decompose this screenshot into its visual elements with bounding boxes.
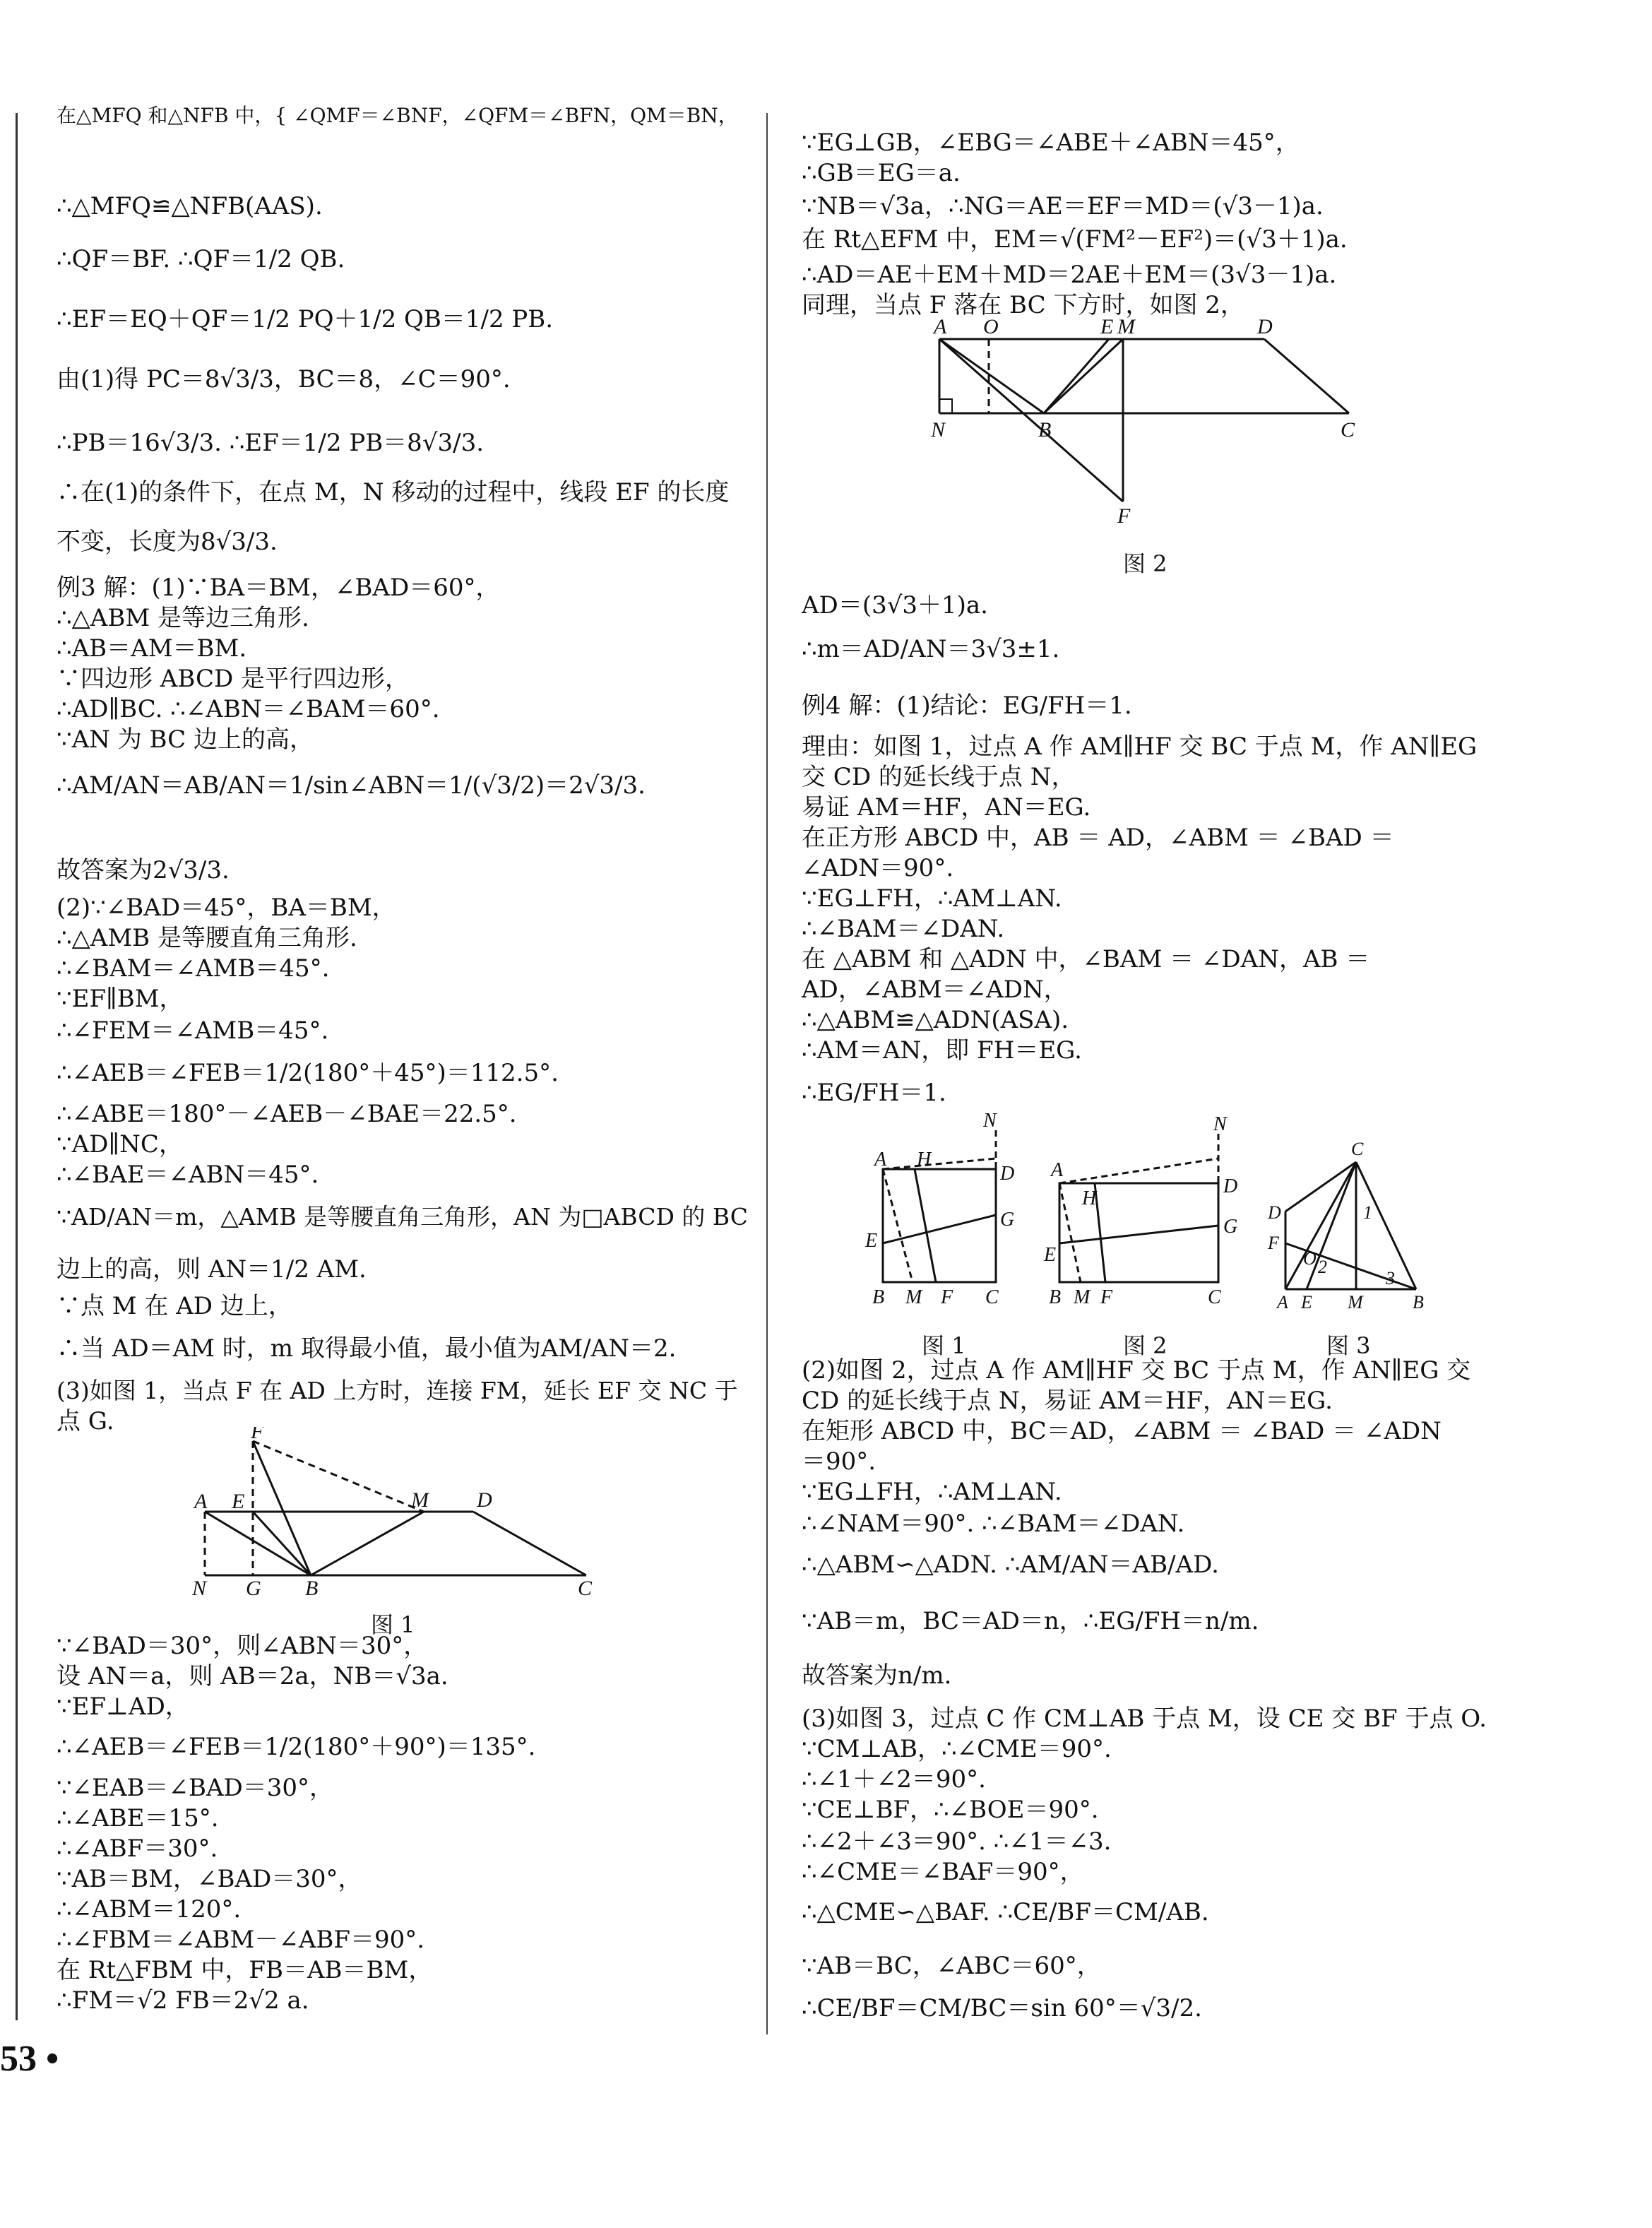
text-line: ∴∠BAE＝∠ABN＝45°.: [57, 1161, 319, 1189]
text-line: ∴AM/AN＝AB/AN＝1/sin∠ABN＝1/(√3/2)＝2√3/3.: [57, 771, 646, 800]
text-line: ∵AN 为 BC 边上的高，: [57, 725, 314, 754]
text-line: ∴∠NAM＝90°. ∴∠BAM＝∠DAN.: [802, 1510, 1185, 1538]
text-line: ∴在(1)的条件下，在点 M，N 移动的过程中，线段 EF 的长度: [57, 478, 730, 506]
svg-text:E: E: [865, 1230, 878, 1252]
svg-text:A: A: [1051, 1159, 1064, 1181]
text-line: ∴△ABM∽△ADN. ∴AM/AN＝AB/AD.: [802, 1551, 1219, 1579]
figure-ex4-3-svg: [1257, 1137, 1441, 1314]
text-line: CD 的延长线于点 N，易证 AM＝HF，AN＝EG.: [802, 1387, 1333, 1415]
text-line: ∴m＝AD/AN＝3√3±1.: [802, 635, 1060, 663]
svg-text:D: D: [477, 1488, 492, 1512]
svg-text:C: C: [985, 1286, 999, 1308]
svg-text:G: G: [1223, 1216, 1238, 1238]
text-line: ∴∠ABE＝15°.: [57, 1804, 219, 1832]
text-line: ∵EG⊥FH，∴AM⊥AN.: [802, 1478, 1062, 1506]
caption-right-fig2: 图 2: [1123, 550, 1167, 577]
text-line: ∴∠AEB＝∠FEB＝1/2(180°＋45°)＝112.5°.: [57, 1059, 559, 1087]
text-line: ∴EF＝EQ＋QF＝1/2 PQ＋1/2 QB＝1/2 PB.: [57, 305, 554, 333]
svg-text:E: E: [1301, 1292, 1312, 1312]
svg-text:M: M: [1117, 318, 1135, 338]
text-line: ∵EF∥BM，: [57, 985, 184, 1013]
text-line: 设 AN＝a，则 AB＝2a，NB＝√3a.: [57, 1662, 448, 1690]
svg-text:A: A: [194, 1490, 208, 1513]
text-line: ∴△CME∽△BAF. ∴CE/BF＝CM/AB.: [802, 1898, 1209, 1926]
svg-text:C: C: [1341, 418, 1355, 442]
text-line: 交 CD 的延长线于点 N，: [802, 763, 1076, 791]
svg-text:D: D: [1223, 1175, 1238, 1197]
svg-text:E: E: [232, 1490, 245, 1513]
text-line: ∵四边形 ABCD 是平行四边形，: [57, 665, 410, 693]
text-line: 在 Rt△FBM 中，FB＝AB＝BM，: [57, 1956, 433, 1984]
text-line: ∴AD∥BC. ∴∠ABN＝∠BAM＝60°.: [57, 695, 440, 723]
svg-text:1: 1: [1363, 1202, 1372, 1223]
text-line: ∴∠CME＝∠BAF＝90°，: [802, 1858, 1084, 1886]
text-line: ∵点 M 在 AD 边上，: [57, 1292, 292, 1320]
text-line: AD，∠ABM＝∠ADN，: [802, 976, 1068, 1004]
svg-text:M: M: [1074, 1286, 1091, 1308]
caption-ex4-fig2: 图 2: [1123, 1332, 1167, 1359]
text-line: ∴AM＝AN，即 FH＝EG.: [802, 1036, 1082, 1065]
text-line: ∴AB＝AM＝BM.: [57, 634, 247, 663]
text-line: ∴FM＝√2 FB＝2√2 a.: [57, 1986, 309, 2015]
text-line: 例3 解：(1)∵BA＝BM，∠BAD＝60°，: [57, 574, 500, 602]
text-line: 易证 AM＝HF，AN＝EG.: [802, 793, 1091, 822]
svg-text:D: D: [1268, 1202, 1281, 1223]
text-line: ∵EF⊥AD，: [57, 1693, 189, 1721]
text-line: (2)∵∠BAD＝45°，BA＝BM，: [57, 894, 396, 922]
figure-left-1: [191, 1427, 600, 1596]
svg-text:E: E: [1044, 1244, 1057, 1266]
text-line: 不变，长度为8√3/3.: [57, 528, 278, 556]
figure-ex4-1: [862, 1109, 1024, 1314]
text-line: 边上的高，则 AN＝1/2 AM.: [57, 1255, 367, 1284]
figure-ex4-3: [1257, 1137, 1441, 1314]
text-line: ∴GB＝EG＝a.: [802, 159, 961, 187]
text-line: ∴PB＝16√3/3. ∴EF＝1/2 PB＝8√3/3.: [57, 429, 485, 457]
svg-text:G: G: [246, 1577, 261, 1596]
text-line: ∵EG⊥GB，∠EBG＝∠ABE＋∠ABN＝45°，: [802, 129, 1300, 157]
text-line: ∴∠1＋∠2＝90°.: [802, 1765, 986, 1794]
svg-text:N: N: [931, 418, 946, 442]
svg-text:N: N: [983, 1110, 997, 1132]
svg-text:C: C: [578, 1577, 593, 1596]
svg-text:M: M: [905, 1286, 922, 1308]
text-line: ∴CE/BF＝CM/BC＝sin 60°＝√3/2.: [802, 1994, 1202, 2022]
text-line: ∴∠BAM＝∠DAN.: [802, 915, 1005, 943]
text-line: 理由：如图 1，过点 A 作 AM∥HF 交 BC 于点 M，作 AN∥EG: [802, 733, 1478, 761]
svg-text:C: C: [1351, 1139, 1364, 1159]
text-line: ∴∠FBM＝∠ABM－∠ABF＝90°.: [57, 1926, 425, 1954]
svg-text:N: N: [1213, 1116, 1227, 1135]
text-line: ∴∠2＋∠3＝90°. ∴∠1＝∠3.: [802, 1827, 1112, 1856]
text-line: ∴∠AEB＝∠FEB＝1/2(180°＋90°)＝135°.: [57, 1733, 536, 1761]
text-line: ∴△ABM 是等边三角形.: [57, 604, 309, 632]
text-line: AD＝(3√3＋1)a.: [802, 591, 988, 620]
svg-text:A: A: [874, 1149, 887, 1171]
text-line: ∵EG⊥FH，∴AM⊥AN.: [802, 884, 1062, 913]
text-line: (3)如图 3，过点 C 作 CM⊥AB 于点 M，设 CE 交 BF 于点 O.: [802, 1705, 1487, 1733]
svg-text:A: A: [1277, 1292, 1288, 1312]
text-line: ∴QF＝BF. ∴QF＝1/2 QB.: [57, 245, 345, 273]
svg-text:E: E: [1100, 318, 1114, 338]
svg-text:D: D: [1257, 318, 1273, 338]
text-line: ∴∠ABM＝120°.: [57, 1895, 242, 1924]
text-line: 故答案为2√3/3.: [57, 856, 230, 884]
text-line: ∴∠FEM＝∠AMB＝45°.: [57, 1017, 329, 1045]
column-divider: [766, 113, 768, 2034]
text-line: ∴△AMB 是等腰直角三角形.: [57, 924, 357, 952]
text-line: ∴当 AD＝AM 时，m 取得最小值，最小值为AM/AN＝2.: [57, 1334, 677, 1363]
caption-left-fig1: 图 1: [371, 1611, 415, 1638]
svg-text:F: F: [1268, 1233, 1279, 1253]
svg-text:A: A: [934, 318, 947, 338]
left-margin-rule: [16, 113, 18, 2020]
svg-text:C: C: [1208, 1286, 1221, 1308]
text-line: ∴△MFQ≌△NFB(AAS).: [57, 192, 323, 220]
svg-text:N: N: [192, 1577, 207, 1596]
text-line: ＝90°.: [802, 1447, 876, 1476]
text-line: ∵CM⊥AB，∴∠CME＝90°.: [802, 1735, 1112, 1763]
svg-text:B: B: [1049, 1286, 1062, 1308]
text-line: ∵∠BAD＝30°，则∠ABN＝30°，: [57, 1632, 428, 1660]
text-line: 在矩形 ABCD 中，BC＝AD，∠ABM ＝ ∠BAD ＝ ∠ADN: [802, 1417, 1442, 1445]
text-line: ∴∠ABF＝30°.: [57, 1835, 218, 1863]
figure-right-2-svg: [918, 318, 1370, 530]
figure-ex4-2: [1031, 1116, 1243, 1314]
figure-right-2: [918, 318, 1370, 530]
text-line: ∴△ABM≌△ADN(ASA).: [802, 1006, 1069, 1034]
svg-text:B: B: [1038, 418, 1052, 442]
svg-text:F: F: [941, 1286, 953, 1308]
svg-text:3: 3: [1386, 1268, 1395, 1288]
figure-left-1-svg: [191, 1427, 600, 1596]
text-line: ∵AD/AN＝m，△AMB 是等腰直角三角形，AN 为□ABCD 的 BC: [57, 1203, 749, 1231]
text-line: (2)如图 2，过点 A 作 AM∥HF 交 BC 于点 M，作 AN∥EG 交: [802, 1356, 1471, 1385]
svg-text:H: H: [1082, 1187, 1097, 1209]
svg-text:F: F: [251, 1427, 264, 1443]
text-line: 在 △ABM 和 △ADN 中，∠BAM ＝ ∠DAN，AB ＝: [802, 945, 1370, 973]
text-line: ∵AB＝m，BC＝AD＝n，∴EG/FH＝n/m.: [802, 1607, 1259, 1635]
text-line: ∴∠BAM＝∠AMB＝45°.: [57, 954, 330, 983]
text-line: 在 Rt△EFM 中，EM＝√(FM²－EF²)＝(√3＋1)a.: [802, 225, 1348, 254]
text-line: ∵NB＝√3a，∴NG＝AE＝EF＝MD＝(√3－1)a.: [802, 192, 1324, 220]
text-line: 点 G.: [57, 1407, 114, 1435]
text-line: ∴EG/FH＝1.: [802, 1079, 946, 1107]
page-number: 53 •: [0, 2039, 59, 2079]
text-line: 由(1)得 PC＝8√3/3，BC＝8，∠C＝90°.: [57, 365, 511, 393]
text-line: 在△MFQ 和△NFB 中，{ ∠QMF＝∠BNF，∠QFM＝∠BFN，QM＝BN，: [57, 104, 738, 127]
svg-text:M: M: [1348, 1292, 1363, 1312]
svg-text:G: G: [1000, 1209, 1015, 1231]
figure-ex4-1-svg: [862, 1109, 1024, 1314]
text-line: ∵AB＝BC，∠ABC＝60°，: [802, 1952, 1101, 1980]
svg-text:B: B: [872, 1286, 885, 1308]
svg-text:F: F: [1100, 1286, 1113, 1308]
svg-text:B: B: [1413, 1292, 1424, 1312]
svg-text:D: D: [1000, 1163, 1015, 1185]
svg-text:O: O: [983, 318, 999, 338]
svg-text:2: 2: [1318, 1257, 1327, 1277]
text-line: ∠ADN＝90°.: [802, 854, 954, 882]
svg-text:H: H: [917, 1149, 932, 1171]
text-line: ∵∠EAB＝∠BAD＝30°，: [57, 1774, 334, 1802]
text-line: ∵CE⊥BF，∴∠BOE＝90°.: [802, 1796, 1099, 1824]
text-line: ∵AB＝BM，∠BAD＝30°，: [57, 1865, 362, 1893]
caption-ex4-fig3: 图 3: [1326, 1332, 1371, 1359]
text-line: ∴AD＝AE＋EM＋MD＝2AE＋EM＝(3√3－1)a.: [802, 261, 1337, 289]
svg-text:B: B: [305, 1577, 319, 1596]
text-line: (3)如图 1，当点 F 在 AD 上方时，连接 FM，延长 EF 交 NC 于: [57, 1377, 738, 1404]
svg-text:F: F: [1117, 504, 1131, 528]
text-line: 例4 解：(1)结论：EG/FH＝1.: [802, 692, 1132, 720]
svg-text:O: O: [1303, 1248, 1317, 1269]
text-line: 故答案为n/m.: [802, 1661, 952, 1690]
caption-ex4-fig1: 图 1: [922, 1332, 966, 1359]
svg-text:M: M: [411, 1488, 429, 1512]
text-line: 同理，当点 F 落在 BC 下方时，如图 2，: [802, 291, 1244, 319]
text-line: ∴∠ABE＝180°－∠AEB－∠BAE＝22.5°.: [57, 1100, 517, 1128]
text-line: ∵AD∥NC，: [57, 1130, 183, 1159]
text-line: 在正方形 ABCD 中，AB ＝ AD，∠ABM ＝ ∠BAD ＝: [802, 824, 1394, 852]
figure-ex4-2-svg: [1031, 1116, 1243, 1314]
